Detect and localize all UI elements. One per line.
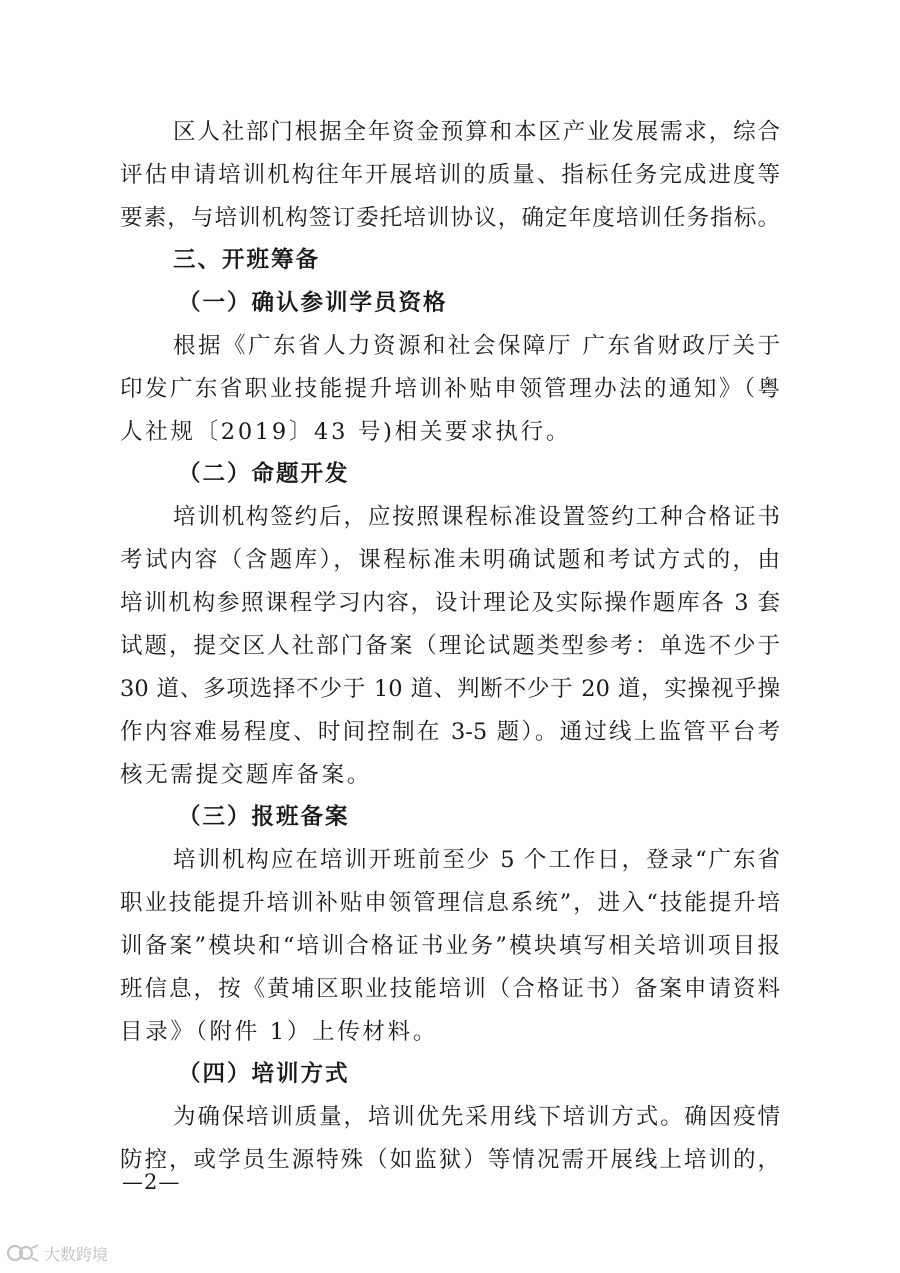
body-text-line: 印发广东省职业技能提升培训补贴申领管理办法的通知》（粤 — [120, 376, 780, 402]
body-text-line: 班信息，按《黄埔区职业技能培训（合格证书）备案申请资料 — [120, 976, 780, 1002]
body-text-line: 要素，与培训机构签订委托培训协议，确定年度培训任务指标。 — [120, 205, 780, 231]
body-text-line: 核无需提交题库备案。 — [120, 762, 373, 788]
body-text-line: 试题，提交区人社部门备案（理论试题类型参考：单选不少于 — [120, 633, 780, 659]
brand-logo-icon — [6, 1242, 40, 1264]
body-text-line: 培训机构应在培训开班前至少 5 个工作日，登录“广东省 — [173, 847, 780, 873]
body-text-line: 训备案”模块和“培训合格证书业务”模块填写相关培训项目报 — [120, 933, 780, 959]
body-text-line: 目录》（附件 1）上传材料。 — [120, 1019, 439, 1045]
body-text-line: 区人社部门根据全年资金预算和本区产业发展需求，综合 — [173, 119, 780, 145]
section-heading: （二）命题开发 — [178, 461, 350, 487]
body-text-line: 职业技能提升培训补贴申领管理信息系统”，进入“技能提升培 — [120, 890, 780, 916]
body-text-line: 根据《广东省人力资源和社会保障厅 广东省财政厅关于 — [173, 333, 780, 359]
body-text-line: 评估申请培训机构往年开展培训的质量、指标任务完成进度等 — [120, 162, 780, 188]
page-number: —2— — [122, 1170, 181, 1194]
body-text-line: 防控，或学员生源特殊（如监狱）等情况需开展线上培训的， — [120, 1147, 780, 1173]
watermark-text: 大数跨境 — [44, 1244, 109, 1264]
section-heading: （一）确认参训学员资格 — [178, 290, 448, 316]
section-heading: （三）报班备案 — [178, 804, 350, 830]
section-heading: 三、开班筹备 — [173, 247, 321, 273]
body-text-line: 30 道、多项选择不少于 10 道、判断不少于 20 道，实操视乎操 — [120, 676, 780, 702]
body-text-line: 作内容难易程度、时间控制在 3-5 题）。通过线上监管平台考 — [120, 719, 780, 745]
body-text-line: 培训机构参照课程学习内容，设计理论及实际操作题库各 3 套 — [120, 590, 780, 616]
body-text-line: 培训机构签约后，应按照课程标准设置签约工种合格证书 — [173, 504, 780, 530]
watermark — [6, 1240, 108, 1266]
body-text-line: 考试内容（含题库），课程标准未明确试题和考试方式的，由 — [120, 547, 780, 573]
body-text-line: 人社规〔2019〕43 号)相关要求执行。 — [120, 419, 572, 445]
body-text-line: 为确保培训质量，培训优先采用线下培训方式。确因疫情 — [173, 1104, 780, 1130]
section-heading: （四）培训方式 — [178, 1061, 350, 1087]
